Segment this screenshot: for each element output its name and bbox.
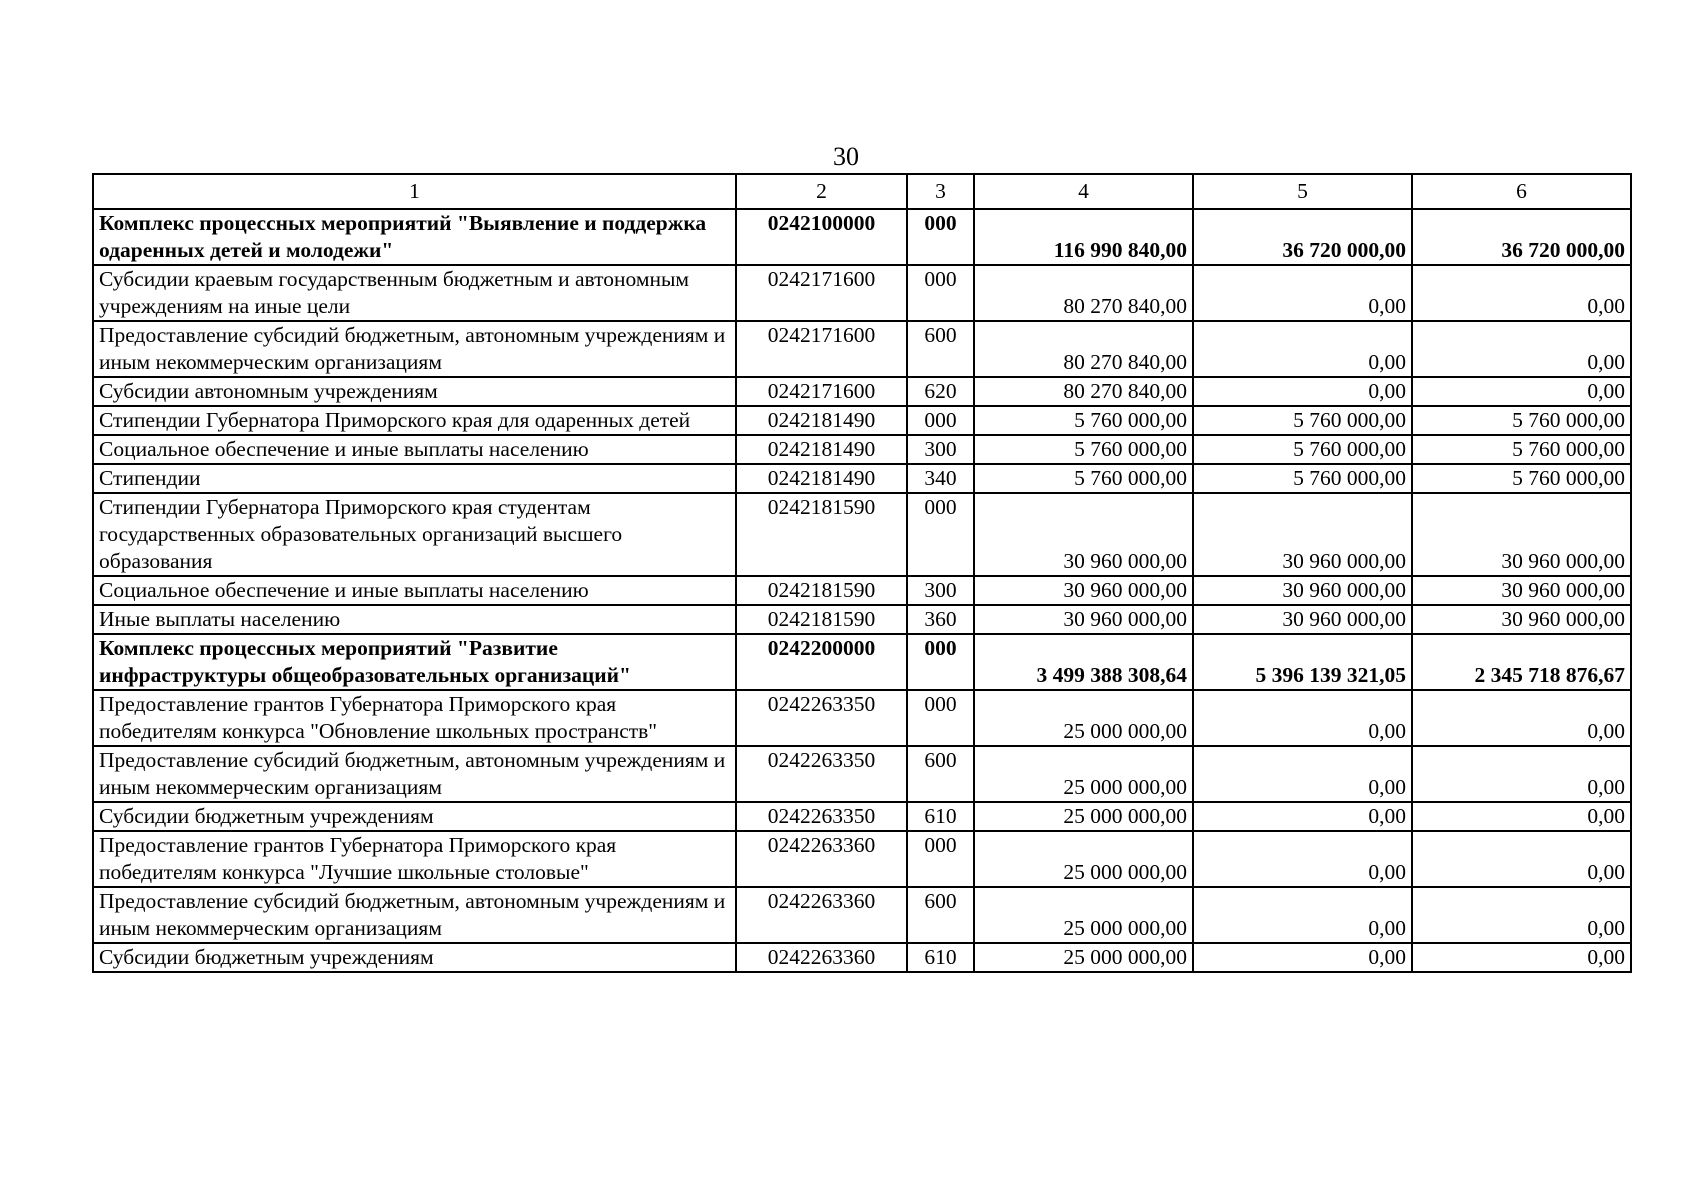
expense-type-code-cell: 000 xyxy=(907,265,974,321)
amount-col6-cell: 30 960 000,00 xyxy=(1412,605,1631,634)
expense-type-code-cell: 000 xyxy=(907,690,974,746)
amount-col5-cell: 0,00 xyxy=(1193,321,1412,377)
target-code-cell: 0242181590 xyxy=(736,605,907,634)
amount-col5-cell: 30 960 000,00 xyxy=(1193,493,1412,576)
amount-col5-cell: 0,00 xyxy=(1193,802,1412,831)
item-name-cell: Предоставление субсидий бюджетным, автономным учреждениям и иным некоммерческим организациям xyxy=(93,746,736,802)
amount-col4-cell: 3 499 388 308,64 xyxy=(974,634,1193,690)
amount-col4-cell: 25 000 000,00 xyxy=(974,943,1193,972)
item-name-cell: Субсидии бюджетным учреждениям xyxy=(93,802,736,831)
amount-col4-cell: 25 000 000,00 xyxy=(974,746,1193,802)
table-row xyxy=(93,690,1631,746)
target-code-cell: 0242171600 xyxy=(736,321,907,377)
item-name-cell: Предоставление грантов Губернатора Приморского края победителям конкурса "Лучшие школьные столовые" xyxy=(93,831,736,887)
amount-col5-cell: 30 960 000,00 xyxy=(1193,576,1412,605)
amount-col6-cell: 0,00 xyxy=(1412,943,1631,972)
amount-col5-cell: 5 396 139 321,05 xyxy=(1193,634,1412,690)
target-code-cell: 0242181490 xyxy=(736,435,907,464)
item-name-cell: Предоставление субсидий бюджетным, автономным учреждениям и иным некоммерческим организациям xyxy=(93,887,736,943)
amount-col4-cell: 5 760 000,00 xyxy=(974,435,1193,464)
amount-col4-cell: 116 990 840,00 xyxy=(974,209,1193,265)
amount-col5-cell: 0,00 xyxy=(1193,690,1412,746)
amount-col4-cell: 30 960 000,00 xyxy=(974,493,1193,576)
table-row xyxy=(93,377,1631,406)
expense-type-code-cell: 600 xyxy=(907,746,974,802)
table-row xyxy=(93,435,1631,464)
amount-col5-cell: 0,00 xyxy=(1193,265,1412,321)
item-name-cell: Стипендии xyxy=(93,464,736,493)
table-row xyxy=(93,576,1631,605)
target-code-cell: 0242263360 xyxy=(736,887,907,943)
table-row xyxy=(93,943,1631,972)
amount-col5-cell: 5 760 000,00 xyxy=(1193,406,1412,435)
target-code-cell: 0242263360 xyxy=(736,943,907,972)
table-row xyxy=(93,802,1631,831)
amount-col5-cell: 0,00 xyxy=(1193,746,1412,802)
table-row xyxy=(93,321,1631,377)
column-header: 3 xyxy=(907,174,974,209)
expense-type-code-cell: 600 xyxy=(907,321,974,377)
amount-col6-cell: 5 760 000,00 xyxy=(1412,435,1631,464)
target-code-cell: 0242171600 xyxy=(736,377,907,406)
amount-col5-cell: 5 760 000,00 xyxy=(1193,464,1412,493)
item-name-cell: Предоставление субсидий бюджетным, автономным учреждениям и иным некоммерческим организациям xyxy=(93,321,736,377)
item-name-cell: Стипендии Губернатора Приморского края студентам государственных образовательных организаций высшего образования xyxy=(93,493,736,576)
amount-col4-cell: 25 000 000,00 xyxy=(974,690,1193,746)
amount-col6-cell: 0,00 xyxy=(1412,265,1631,321)
amount-col6-cell: 30 960 000,00 xyxy=(1412,493,1631,576)
table-row xyxy=(93,265,1631,321)
amount-col6-cell: 0,00 xyxy=(1412,831,1631,887)
item-name-cell: Комплекс процессных мероприятий "Выявление и поддержка одаренных детей и молодежи" xyxy=(93,209,736,265)
amount-col6-cell: 0,00 xyxy=(1412,887,1631,943)
column-header: 4 xyxy=(974,174,1193,209)
expense-type-code-cell: 360 xyxy=(907,605,974,634)
item-name-cell: Предоставление грантов Губернатора Приморского края победителям конкурса "Обновление школьных пространств" xyxy=(93,690,736,746)
amount-col5-cell: 0,00 xyxy=(1193,377,1412,406)
item-name-cell: Субсидии краевым государственным бюджетным и автономным учреждениям на иные цели xyxy=(93,265,736,321)
table-row xyxy=(93,746,1631,802)
item-name-cell: Социальное обеспечение и иные выплаты населению xyxy=(93,435,736,464)
column-number-header-row xyxy=(93,174,1631,209)
target-code-cell: 0242181490 xyxy=(736,464,907,493)
target-code-cell: 0242100000 xyxy=(736,209,907,265)
target-code-cell: 0242171600 xyxy=(736,265,907,321)
amount-col6-cell: 0,00 xyxy=(1412,802,1631,831)
target-code-cell: 0242263350 xyxy=(736,802,907,831)
column-header: 6 xyxy=(1412,174,1631,209)
table-row xyxy=(93,831,1631,887)
page-number: 30 xyxy=(833,142,859,171)
expense-type-code-cell: 610 xyxy=(907,802,974,831)
expense-type-code-cell: 300 xyxy=(907,576,974,605)
expense-type-code-cell: 600 xyxy=(907,887,974,943)
target-code-cell: 0242263360 xyxy=(736,831,907,887)
amount-col4-cell: 25 000 000,00 xyxy=(974,802,1193,831)
item-name-cell: Комплекс процессных мероприятий "Развитие инфраструктуры общеобразовательных организаций" xyxy=(93,634,736,690)
amount-col4-cell: 30 960 000,00 xyxy=(974,605,1193,634)
amount-col5-cell: 36 720 000,00 xyxy=(1193,209,1412,265)
budget-table xyxy=(92,173,1632,973)
amount-col6-cell: 30 960 000,00 xyxy=(1412,576,1631,605)
target-code-cell: 0242200000 xyxy=(736,634,907,690)
amount-col4-cell: 80 270 840,00 xyxy=(974,265,1193,321)
table-row xyxy=(93,209,1631,265)
table-row xyxy=(93,887,1631,943)
expense-type-code-cell: 000 xyxy=(907,831,974,887)
amount-col6-cell: 0,00 xyxy=(1412,690,1631,746)
amount-col4-cell: 5 760 000,00 xyxy=(974,406,1193,435)
table-row xyxy=(93,493,1631,576)
amount-col6-cell: 0,00 xyxy=(1412,321,1631,377)
column-header: 2 xyxy=(736,174,907,209)
target-code-cell: 0242181590 xyxy=(736,576,907,605)
amount-col4-cell: 25 000 000,00 xyxy=(974,831,1193,887)
amount-col5-cell: 0,00 xyxy=(1193,943,1412,972)
expense-type-code-cell: 620 xyxy=(907,377,974,406)
amount-col4-cell: 80 270 840,00 xyxy=(974,377,1193,406)
target-code-cell: 0242263350 xyxy=(736,690,907,746)
amount-col5-cell: 0,00 xyxy=(1193,831,1412,887)
target-code-cell: 0242181590 xyxy=(736,493,907,576)
column-header: 1 xyxy=(93,174,736,209)
amount-col4-cell: 5 760 000,00 xyxy=(974,464,1193,493)
amount-col4-cell: 25 000 000,00 xyxy=(974,887,1193,943)
column-header: 5 xyxy=(1193,174,1412,209)
amount-col6-cell: 2 345 718 876,67 xyxy=(1412,634,1631,690)
expense-type-code-cell: 000 xyxy=(907,493,974,576)
item-name-cell: Субсидии бюджетным учреждениям xyxy=(93,943,736,972)
expense-type-code-cell: 300 xyxy=(907,435,974,464)
table-row xyxy=(93,634,1631,690)
item-name-cell: Социальное обеспечение и иные выплаты населению xyxy=(93,576,736,605)
amount-col4-cell: 30 960 000,00 xyxy=(974,576,1193,605)
table-row xyxy=(93,406,1631,435)
target-code-cell: 0242181490 xyxy=(736,406,907,435)
amount-col6-cell: 5 760 000,00 xyxy=(1412,464,1631,493)
table-body xyxy=(93,174,1631,972)
item-name-cell: Стипендии Губернатора Приморского края для одаренных детей xyxy=(93,406,736,435)
amount-col5-cell: 30 960 000,00 xyxy=(1193,605,1412,634)
table-row xyxy=(93,605,1631,634)
amount-col4-cell: 80 270 840,00 xyxy=(974,321,1193,377)
expense-type-code-cell: 340 xyxy=(907,464,974,493)
expense-type-code-cell: 000 xyxy=(907,209,974,265)
amount-col5-cell: 0,00 xyxy=(1193,887,1412,943)
target-code-cell: 0242263350 xyxy=(736,746,907,802)
expense-type-code-cell: 000 xyxy=(907,634,974,690)
amount-col6-cell: 36 720 000,00 xyxy=(1412,209,1631,265)
item-name-cell: Иные выплаты населению xyxy=(93,605,736,634)
expense-type-code-cell: 610 xyxy=(907,943,974,972)
amount-col6-cell: 0,00 xyxy=(1412,746,1631,802)
table-row xyxy=(93,464,1631,493)
expense-type-code-cell: 000 xyxy=(907,406,974,435)
amount-col6-cell: 0,00 xyxy=(1412,377,1631,406)
amount-col5-cell: 5 760 000,00 xyxy=(1193,435,1412,464)
amount-col6-cell: 5 760 000,00 xyxy=(1412,406,1631,435)
item-name-cell: Субсидии автономным учреждениям xyxy=(93,377,736,406)
